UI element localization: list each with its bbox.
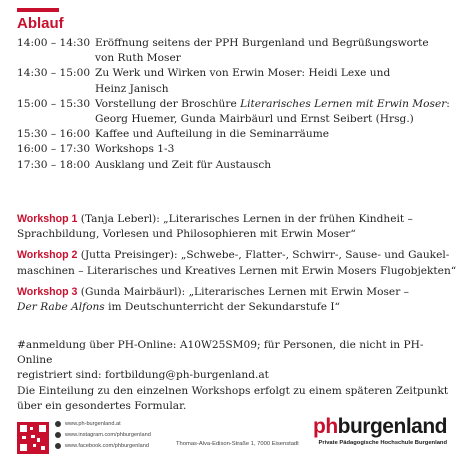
schedule-time: 17:30 – 18:00 [17, 158, 91, 171]
workshop-label: Workshop 2 [17, 249, 78, 262]
schedule-description: Ausklang und Zeit für Austausch [95, 158, 272, 171]
schedule-time: 15:30 – 16:00 [17, 128, 91, 141]
phb-logo: phburgenland Private Pädagogische Hochschule Burgenland [313, 415, 447, 446]
globe-icon [55, 421, 61, 427]
workshop-3: Workshop 3 (Gunda Mairbäurl): „Literarisches Lernen mit Erwin Moser – Der Rabe Alfons im Deutschunterricht der Sekundarstufe I“ [17, 285, 409, 314]
qr-code-icon[interactable] [17, 422, 49, 454]
schedule-time: 15:00 – 15:30 [17, 97, 91, 110]
schedule-description: Eröffnung seitens der PPH Burgenland und Begrüßungsworte von Ruth Moser [95, 37, 429, 65]
schedule-row [17, 36, 457, 66]
registration-info: #anmeldung über PH-Online: A10W25SM09; für Personen, die nicht in PH-Online registriert sind: fortbildung@ph-burgenland.at Die Einteilung zu den einzelnen Workshops erfolgt zu einem späteren Zeitpunkt über ein gesondertes Formular. [17, 339, 449, 412]
schedule-row [17, 158, 457, 173]
logo-subtitle: Private Pädagogische Hochschule Burgenland [318, 440, 447, 446]
facebook-link[interactable]: www.facebook.com/phburgenland [55, 440, 151, 451]
instagram-link[interactable]: www.instagram.com/phburgenland [55, 429, 151, 440]
title-accent-bar [17, 8, 59, 12]
schedule-row [17, 66, 457, 96]
schedule-row [17, 142, 457, 157]
schedule-list [17, 36, 457, 173]
workshop-label: Workshop 1 [17, 213, 78, 225]
schedule-row [17, 127, 457, 142]
schedule-time: 14:00 – 14:30 [17, 37, 91, 49]
schedule-description: Zu Werk und Wirken von Erwin Moser: Heidi Lexe und Heinz Janisch [95, 67, 391, 95]
workshop-1: Workshop 1 (Tanja Leberl): „Literarisches Lernen in der frühen Kindheit – Sprachbildung, Vorlesen und Philosophieren mit Erwin Moser“ [17, 213, 413, 241]
schedule-description: Vorstellung der Broschüre Literarisches Lernen mit Erwin Moser: Georg Huemer, Gunda Mairbäurl und Ernst Seibert (Hrsg.) [95, 97, 450, 126]
instagram-icon [55, 432, 61, 438]
book-title: Der Rabe Alfons [17, 301, 105, 314]
schedule-description: Workshops 1-3 [95, 143, 175, 156]
workshop-2: Workshop 2 (Jutta Preisinger): „Schwebe-, Flatter-, Schwirr-, Sause- und Gaukel- maschinen – Literarisches und Kreatives Lernen mit Erwin Mosers Flugobjekten“ [17, 249, 457, 277]
schedule-time: 14:30 – 15:00 [17, 67, 91, 80]
address: Thomas-Alva-Edison-Straße 1, 7000 Eisenstadt [176, 441, 299, 447]
facebook-icon [55, 443, 61, 449]
schedule-description: Kaffee und Aufteilung in die Seminarräume [95, 128, 330, 141]
footer [0, 416, 461, 461]
section-title: Ablauf [17, 15, 64, 32]
website-link[interactable]: www.ph-burgenland.at [55, 418, 151, 429]
footer-links [55, 418, 151, 451]
workshop-label: Workshop 3 [17, 285, 78, 298]
workshop-list [17, 212, 457, 321]
schedule-time: 16:00 – 17:30 [17, 143, 91, 156]
schedule-row [17, 97, 457, 127]
brochure-title: Literarisches Lernen mit Erwin Moser [240, 97, 447, 110]
